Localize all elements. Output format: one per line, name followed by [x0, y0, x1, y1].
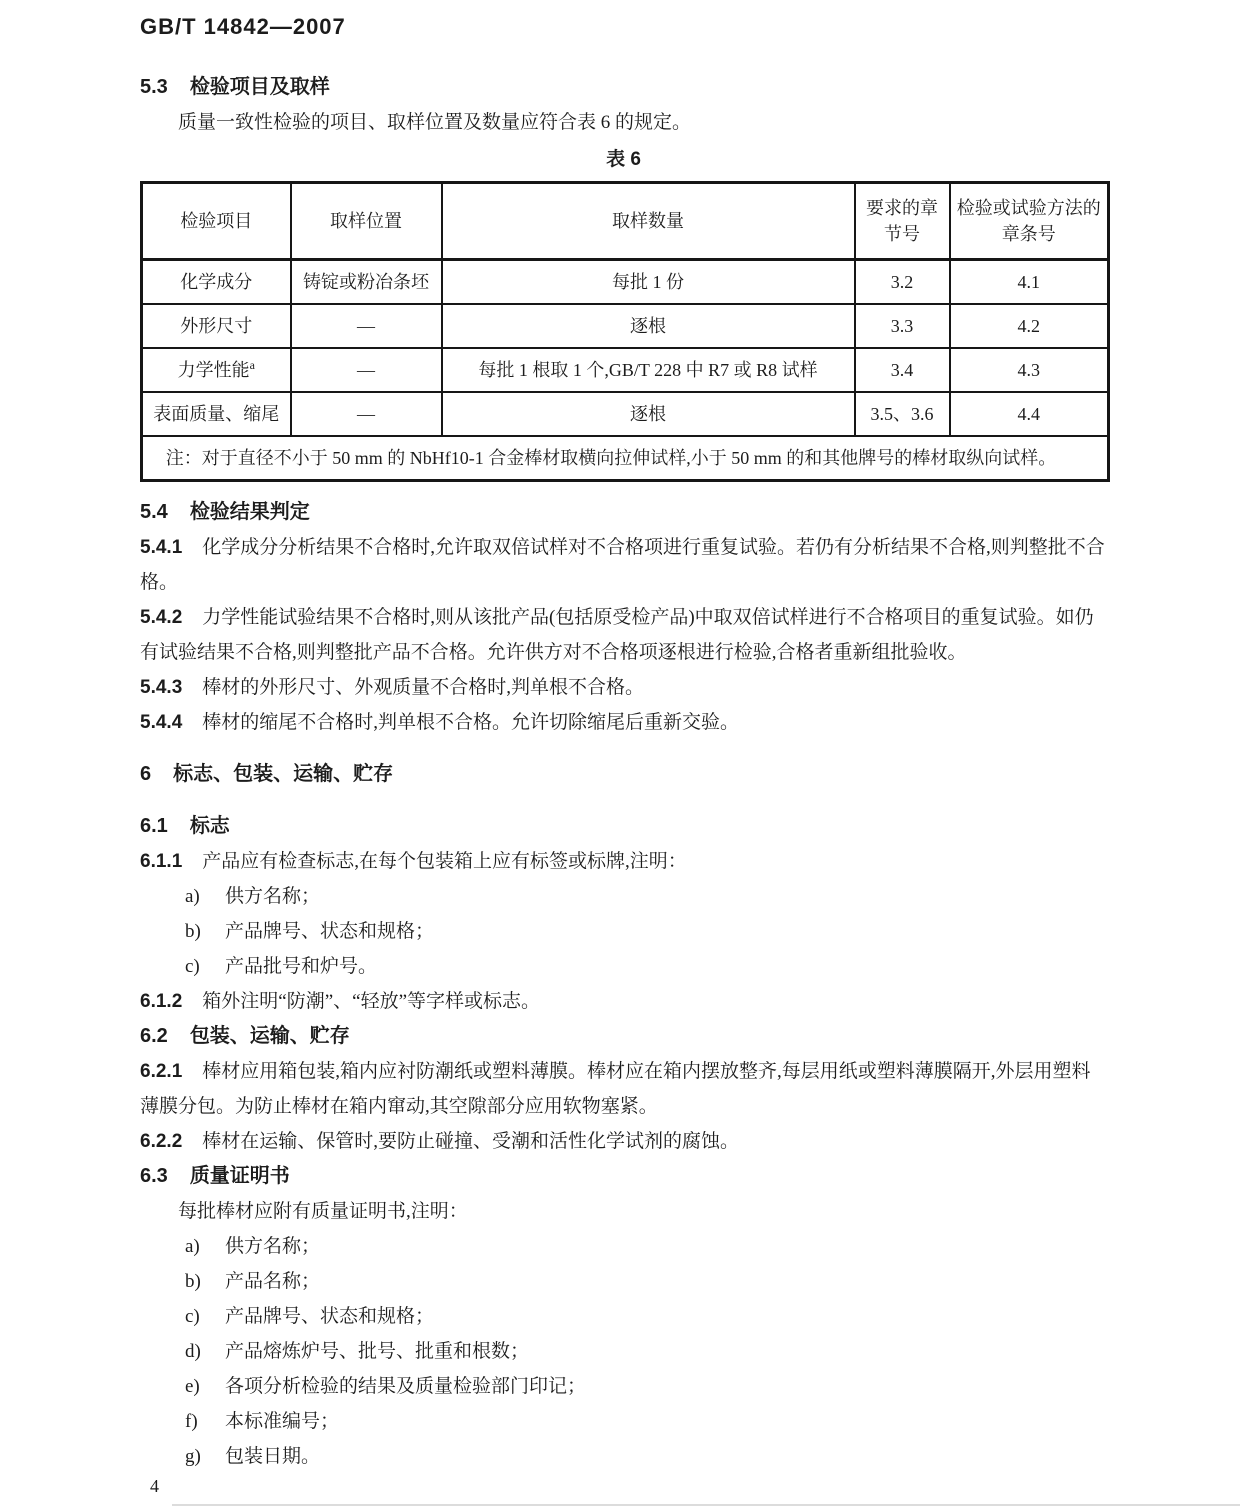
cell-item: 外形尺寸 — [142, 304, 291, 348]
list-text: 本标准编号； — [225, 1411, 340, 1432]
section-heading-5-3 — [140, 70, 1107, 105]
scan-artifact-line — [172, 1504, 1240, 1506]
section-number: 5.3 — [140, 76, 168, 98]
clause-text: 棒材的外形尺寸、外观质量不合格时,判单根不合格。 — [202, 677, 645, 698]
list-text: 产品牌号、状态和规格； — [225, 1306, 435, 1327]
page-content — [140, 0, 1107, 1474]
col-header-test-method-clause: 检验或试验方法的章条号 — [950, 183, 1109, 260]
clause-text: 产品应有检查标志,在每个包装箱上应有标签或标牌,注明： — [202, 851, 687, 872]
section-title: 标志 — [189, 815, 230, 837]
col-header-inspection-item: 检验项目 — [142, 183, 291, 260]
clause-number: 6.1.2 — [140, 991, 183, 1012]
list-item-b — [140, 914, 1107, 949]
cell-item-label: 力学性能 — [177, 360, 250, 380]
list-marker: g) — [185, 1446, 201, 1467]
clause-text: 棒材应用箱包装,箱内应衬防潮纸或塑料薄膜。棒材应在箱内摆放整齐,每层用纸或塑料薄膜隔开,外层用塑料薄膜分包。为防止棒材在箱内窜动,其空隙部分应用软物塞紧。 — [140, 1061, 1091, 1117]
section-number: 6.3 — [140, 1165, 168, 1187]
col-header-sampling-quantity: 取样数量 — [442, 183, 855, 260]
cell-position: — — [291, 392, 442, 436]
cell-method-clause: 4.1 — [950, 260, 1109, 305]
list-marker: c) — [185, 1306, 200, 1327]
section-heading-5-4 — [140, 495, 1107, 530]
clause-number: 5.4.4 — [140, 712, 183, 733]
list-marker: a) — [185, 886, 200, 907]
section-heading-6-1 — [140, 809, 1107, 844]
clause-number: 5.4.1 — [140, 537, 183, 558]
clause-5-4-4 — [140, 705, 1107, 740]
clause-6-1-1 — [140, 844, 1107, 879]
section-title: 检验项目及取样 — [189, 76, 330, 98]
table-note: 注：对于直径不小于 50 mm 的 NbHf10-1 合金棒材取横向拉伸试样,小于 50 mm 的和其他牌号的棒材取纵向试样。 — [142, 436, 1109, 481]
clause-text: 化学成分分析结果不合格时,允许取双倍试样对不合格项进行重复试验。若仍有分析结果不合格,则判整批不合格。 — [140, 537, 1105, 593]
cell-method-clause: 4.3 — [950, 348, 1109, 392]
section-number: 6.2 — [140, 1025, 168, 1047]
list-marker: d) — [185, 1341, 201, 1362]
list-item-d — [140, 1334, 1107, 1369]
clause-5-4-2 — [140, 600, 1107, 670]
table-row-chemical-composition — [142, 260, 1109, 305]
cell-method-clause: 4.2 — [950, 304, 1109, 348]
section-title: 包装、运输、贮存 — [189, 1025, 350, 1047]
page-number: 4 — [150, 1476, 159, 1496]
standard-code-header: GB/T 14842—2007 — [140, 14, 346, 39]
section-heading-6-3 — [140, 1159, 1107, 1194]
section-number: 6.1 — [140, 815, 168, 837]
footnote-marker: a — [249, 358, 255, 372]
list-text: 产品批号和炉号。 — [225, 956, 378, 977]
paragraph-5-3-intro: 质量一致性检验的项目、取样位置及数量应符合表 6 的规定。 — [178, 112, 692, 133]
list-item-c — [140, 1299, 1107, 1334]
list-text: 产品牌号、状态和规格； — [225, 921, 435, 942]
section-number: 5.4 — [140, 501, 168, 523]
list-marker: c) — [185, 956, 200, 977]
list-marker: f) — [185, 1411, 198, 1432]
list-item-f — [140, 1404, 1107, 1439]
list-text: 产品熔炼炉号、批号、批重和根数； — [225, 1341, 530, 1362]
table-row-surface-quality — [142, 392, 1109, 436]
table-row-mechanical-properties — [142, 348, 1109, 392]
cell-position: 铸锭或粉冶条坯 — [291, 260, 442, 305]
clause-number: 6.2.1 — [140, 1061, 183, 1082]
clause-6-2-1 — [140, 1054, 1107, 1124]
list-item-g — [140, 1439, 1107, 1474]
list-item-a — [140, 1229, 1107, 1264]
cell-quantity: 逐根 — [442, 304, 855, 348]
cell-req-clause: 3.3 — [855, 304, 950, 348]
list-text: 包装日期。 — [225, 1446, 321, 1467]
cell-position: — — [291, 304, 442, 348]
cell-quantity: 每批 1 份 — [442, 260, 855, 305]
cell-req-clause: 3.5、3.6 — [855, 392, 950, 436]
clause-text: 箱外注明“防潮”、“轻放”等字样或标志。 — [202, 991, 540, 1012]
cell-item — [142, 348, 291, 392]
cell-quantity: 每批 1 根取 1 个,GB/T 228 中 R7 或 R8 试样 — [442, 348, 855, 392]
clause-number: 6.1.1 — [140, 851, 183, 872]
table-header-row — [142, 183, 1109, 260]
cell-item: 化学成分 — [142, 260, 291, 305]
list-item-e — [140, 1369, 1107, 1404]
list-marker: b) — [185, 921, 201, 942]
clause-text: 棒材在运输、保管时,要防止碰撞、受潮和活性化学试剂的腐蚀。 — [202, 1131, 740, 1152]
list-marker: e) — [185, 1376, 200, 1397]
col-header-sampling-position: 取样位置 — [291, 183, 442, 260]
cell-item: 表面质量、缩尾 — [142, 392, 291, 436]
list-text: 供方名称； — [225, 1236, 321, 1257]
cell-position: — — [291, 348, 442, 392]
clause-number: 5.4.2 — [140, 607, 183, 628]
list-text: 各项分析检验的结果及质量检验部门印记； — [225, 1376, 587, 1397]
chapter-number: 6 — [140, 763, 152, 785]
list-text: 供方名称； — [225, 886, 321, 907]
cell-req-clause: 3.2 — [855, 260, 950, 305]
list-item-a — [140, 879, 1107, 914]
cell-req-clause: 3.4 — [855, 348, 950, 392]
list-marker: b) — [185, 1271, 201, 1292]
table-note-row — [142, 436, 1109, 481]
chapter-heading-6 — [140, 757, 1107, 792]
list-marker: a) — [185, 1236, 200, 1257]
section-title: 检验结果判定 — [189, 501, 310, 523]
paragraph-6-3-intro: 每批棒材应附有质量证明书,注明： — [178, 1201, 468, 1222]
table-caption: 表 6 — [606, 149, 641, 170]
clause-text: 棒材的缩尾不合格时,判单根不合格。允许切除缩尾后重新交验。 — [202, 712, 740, 733]
cell-quantity: 逐根 — [442, 392, 855, 436]
clause-5-4-3 — [140, 670, 1107, 705]
table-row-dimensions — [142, 304, 1109, 348]
clause-6-1-2 — [140, 984, 1107, 1019]
list-item-c — [140, 949, 1107, 984]
list-text: 产品名称； — [225, 1271, 321, 1292]
cell-method-clause: 4.4 — [950, 392, 1109, 436]
clause-text: 力学性能试验结果不合格时,则从该批产品(包括原受检产品)中取双倍试样进行不合格项目的重复试验。如仍有试验结果不合格,则判整批产品不合格。允许供方对不合格项逐根进行检验,合格者重新组批验收。 — [140, 607, 1094, 663]
table-6 — [140, 181, 1110, 482]
list-item-b — [140, 1264, 1107, 1299]
section-title: 质量证明书 — [189, 1165, 290, 1187]
col-header-requirement-clause: 要求的章节号 — [855, 183, 950, 260]
clause-number: 6.2.2 — [140, 1131, 183, 1152]
clause-5-4-1 — [140, 530, 1107, 600]
section-heading-6-2 — [140, 1019, 1107, 1054]
chapter-title: 标志、包装、运输、贮存 — [173, 763, 394, 785]
clause-number: 5.4.3 — [140, 677, 183, 698]
clause-6-2-2 — [140, 1124, 1107, 1159]
